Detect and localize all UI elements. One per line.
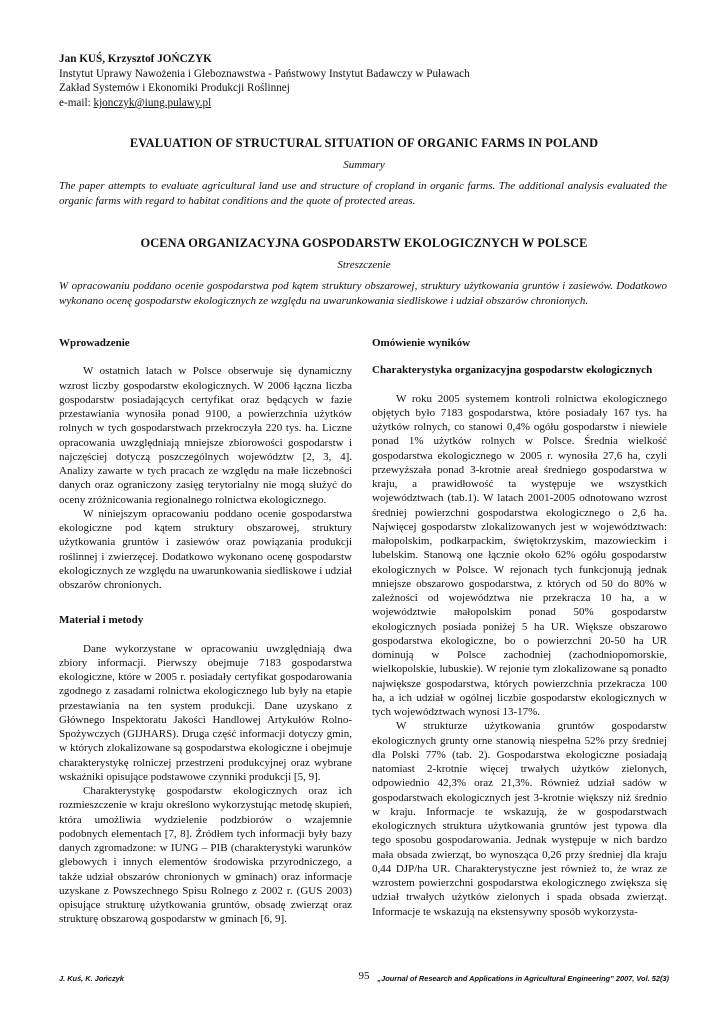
intro-paragraph-2: W niniejszym opracowaniu poddano ocenie gospodarstwa ekologiczne pod kątem struktury obszarowej, struktury użytkowania gruntów i zasiewów oraz powiązania produkcji roślinnej i zwierzęcej. Dodatkowo wykonano ocenę gospodarstw ekologicznych ze względu na uwarunkowania siedliskowe i udział obszarów chronionych. <box>59 507 352 591</box>
page-footer <box>59 970 669 986</box>
affiliation-department: Zakład Systemów i Ekonomiki Produkcji Roślinnej <box>59 82 290 95</box>
results-paragraph-1: W roku 2005 systemem kontroli rolnictwa ekologicznego objętych było 7183 gospodarstwa, które posiadały 167 tys. ha użytków rolnych, co stanowi 0,4% ogółu gospodarstw i niewiele ponad 1% użytków rolnych w Polsce. Średnia wielkość gospodarstwa ekologicznego w 2005 r. wynosiła 27,6 ha, czyli przewyższała ponad 3-krotnie areał średniego gospodarstwa w kraju, a prawidłowość ta występuje we wszystkich województwach (tab.1). W latach 2001-2005 odnotowano wzrost średniej powierzchni gospodarstwa ekologicznego o 2,6 ha. Najwięcej gospodarstw zlokalizowanych jest w województwach: małopolskim, podkarpackim, świętokrzyskim, mazowieckim i lubelskim. Stanową one łącznie około 62% ogółu gospodarstw ekologicznych w Polsce. W rejonach tych funkcjonują jednak mniejsze obszarowo gospodarstwa, z których od 50 do 80% w zależności od województwa nie przekracza 10 ha, a w województwie małopolskim ponad 50% gospodarstw ekologicznych posiada poniżej 5 ha UR. Większe obszarowo gospodarstwa ekologiczne, bo o powierzchni 20-50 ha UR dominują w Polsce zachodniej (zachodniopomorskie, wielkopolskie, lubuskie). W rejonie tym zlokalizowane są ponadto największe gospodarstwa, których powierzchnia przekracza 100 ha, a ich udział w ogólnej liczbie gospodarstw ekologicznych w tych województwach wynosi 13-17%. <box>372 392 667 718</box>
english-title: EVALUATION OF STRUCTURAL SITUATION OF ORGANIC FARMS IN POLAND <box>129 136 599 150</box>
right-column <box>372 336 667 919</box>
methods-heading: Materiał i metody <box>59 614 144 627</box>
intro-paragraph-1: W ostatnich latach w Polsce obserwuje się dynamiczny wzrost liczby gospodarstw ekologicznych. W 2006 łączna liczba gospodarstw posiadających certyfikat oraz będących w fazie przestawiania wynosiła ponad 9100, a powierzchnia użytków rolnych w tych gospodarstwach przekroczyła 220 tys. ha. Liczne opracowania uwzględniają mniejsze zbiorowości gospodarstw i najczęściej dotyczą poszczególnych województw [2, 3, 4]. Analizy zawarte w tych pracach ze względu na małe liczebności danych oraz ograniczony zasięg terytorialny nie mogą służyć do oceny zróżnicowania regionalnego rolnictwa ekologicznego. <box>59 365 352 506</box>
results-heading: Omówienie wyników <box>372 337 471 349</box>
polish-title: OCENA ORGANIZACYJNA GOSPODARSTW EKOLOGICZNYCH W POLSCE <box>140 236 588 250</box>
affiliation-institute: Instytut Uprawy Nawożenia i Gleboznawstwa - Państwowy Instytut Badawczy w Puławach <box>59 67 470 80</box>
email-link[interactable]: kjonczyk@iung.pulawy.pl <box>93 96 212 109</box>
footer-authors: J. Kuś, K. Jończyk <box>59 974 124 983</box>
footer-journal: „Journal of Research and Applications in Agricultural Engineering” 2007, Vol. 52(3) <box>377 974 669 983</box>
english-abstract: The paper attempts to evaluate agricultural land use and structure of cropland in organic farms. The additional analysis evaluated the organic farms with regard to habitat conditions and the quote of protected areas. <box>59 180 667 207</box>
methods-paragraph-1: Dane wykorzystane w opracowaniu uwzględniają dwa zbiory informacji. Pierwszy obejmuje 7183 gospodarstwa ekologiczne, które w 2005 r. posiadały certyfikat gospodarowania zgodnego z zasadami rolnictwa ekologicznego lub były na etapie przestawiania na ten system produkcji. Dane uzyskano z Głównego Inspektoratu Jakości Handlowej Artykułów Rolno-Spożywczych (GIJHARS). Druga część informacji dotyczy gmin, w których zlokalizowane są gospodarstwa ekologiczne i obejmuje charakterystykę rolniczej przestrzeni produkcyjnej oraz wybrane wskaźniki opisujące podstawowe czynniki produkcji [5, 9]. <box>59 642 352 783</box>
left-column <box>59 336 352 927</box>
streszczenie-label: Streszczenie <box>337 259 391 271</box>
page-number: 95 <box>358 970 370 982</box>
polish-abstract: W opracowaniu poddano ocenie gospodarstwa pod kątem struktury obszarowej, struktury użytkowania gruntów i zasiewów. Dodatkowo wykonano ocenę gospodarstw ekologicznych ze względu na uwarunkowania siedliskowe i udział obszarów chronionych. <box>59 280 667 307</box>
results-paragraph-2: W strukturze użytkowania gruntów gospodarstw ekologicznych grunty orne stanowią niespełna 52% przy średniej dla Polski 77% (tab. 2). Gospodarstwa ekologiczne posiadają natomiast 2-krotnie więcej trwałych użytków zielonych, odpowiednio 42,3% oraz 21,3%. Również udział sadów w gospodarstwach ekologicznych jest 3-krotnie większy niż średnio w kraju. Informacje te wskazują, że w gospodarstwach ekologicznych struktura użytkowania gruntów jest typowa dla tego sposobu gospodarowania. Jednak występuje w nich bardzo mała obsada zwierząt, bo wynosząca 0,26 przy średniej dla kraju 0,44 DJP/ha UR. Charakterystyczne jest również to, że wraz ze wzrostem powierzchni gospodarstwa ekologicznego zwiększa się udział trwałych użytków zielonych i spada obsada zwierząt. Informacje te wskazują na ekstensywny sposób wykorzysta- <box>372 720 667 918</box>
summary-label: Summary <box>343 159 385 171</box>
author-block <box>59 52 669 110</box>
methods-paragraph-2: Charakterystykę gospodarstw ekologicznych oraz ich rozmieszczenie w kraju określono wykorzystując metodę skupień, która umożliwia wydzielenie podzbiorów o wzajemnie podobnych elementach [7, 8]. Źródłem tych informacji były bazy danych zgromadzone: w IUNG – PIB (charakterystyki warunków glebowych i innych elementów środowiska przyrodniczego, a także udział obszarów chronionych w gminach) oraz informacje uzyskane z Powszechnego Spisu Rolnego z 2002 r. (GUS 2003) opisujące strukturę użytkowania gruntów, obsadę zwierząt oraz strukturę obszarową gospodarstw w gminach [6, 9]. <box>59 785 352 926</box>
intro-heading: Wprowadzenie <box>59 337 130 349</box>
results-subheading: Charakterystyka organizacyjna gospodarstw ekologicznych <box>372 364 653 377</box>
email-label: e-mail: <box>59 96 94 109</box>
email-line <box>59 96 669 111</box>
author-names: Jan KUŚ, Krzysztof JOŃCZYK <box>59 53 212 65</box>
